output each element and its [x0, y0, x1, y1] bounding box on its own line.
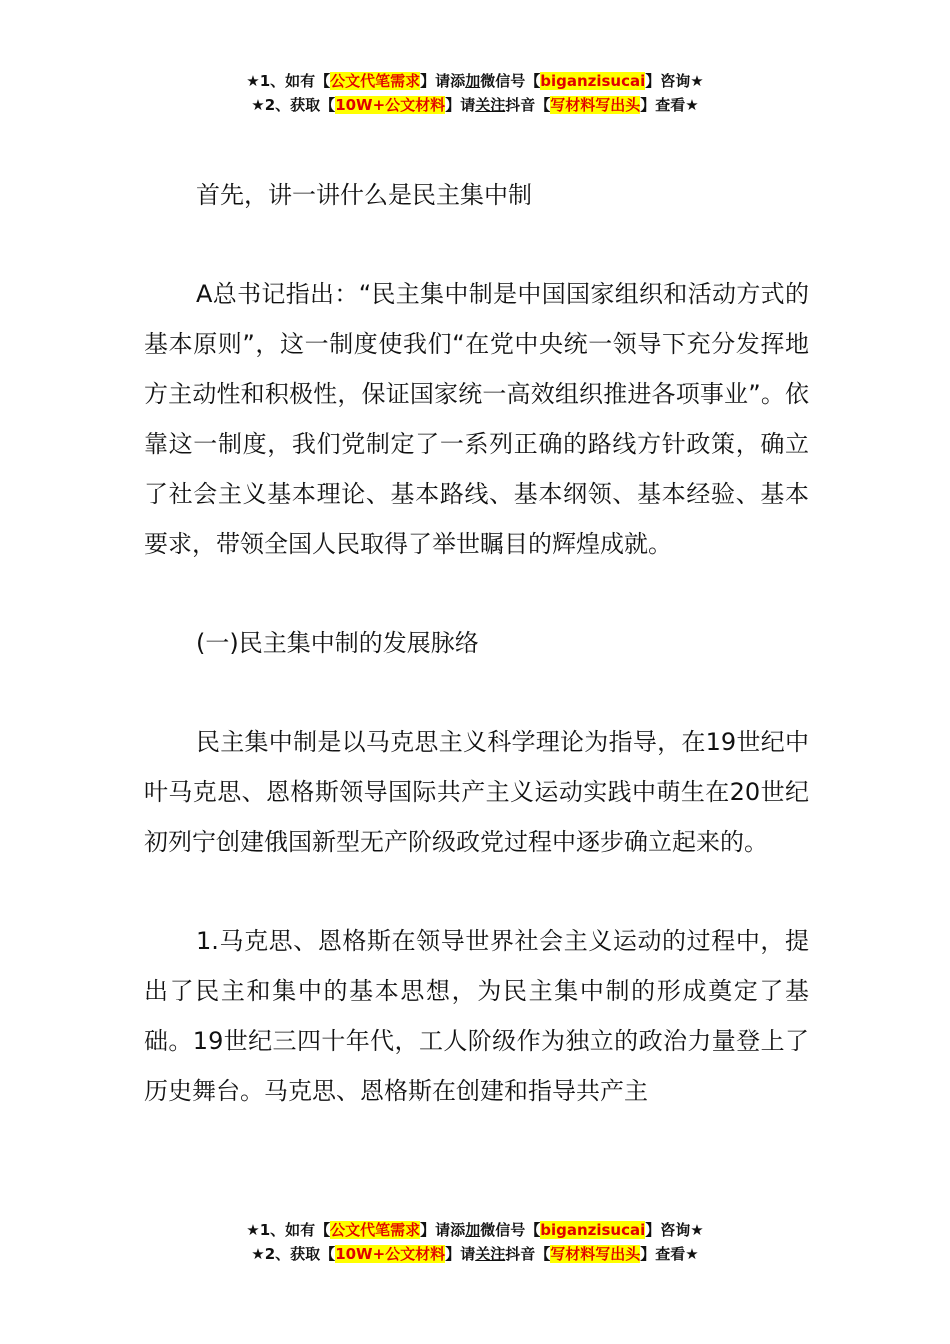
paragraph-2: 民主集中制是以马克思主义科学理论为指导，在19世纪中叶马克思、恩格斯领导国际共产主义运动实践中萌生在20世纪初列宁创建俄国新型无产阶级政党过程中逐步确立起来的。	[144, 728, 809, 856]
promo-text: 】请	[445, 96, 476, 114]
promo-highlight: biganzisucai	[540, 72, 646, 90]
promo-highlight: 10W+公文材料	[335, 96, 446, 114]
promo-text: 】请添	[420, 1221, 466, 1239]
promo-line-2	[0, 1242, 950, 1266]
promo-underline: 加	[465, 72, 481, 90]
promo-highlight: 公文代笔需求	[330, 72, 421, 90]
promo-underline: 关注	[475, 1245, 506, 1263]
promo-highlight: 写材料写出头	[550, 96, 641, 114]
paragraph-gap	[144, 220, 809, 269]
paragraph-1: A总书记指出：“民主集中制是中国国家组织和活动方式的基本原则”，这一制度使我们“在党中央统一领导下充分发挥地方主动性和积极性，保证国家统一高效组织推进各项事业”。依靠这一制度，我们党制定了一系列正确的路线方针政策，确立了社会主义基本理论、基本路线、基本纲领、基本经验、基本要求，带领全国人民取得了举世瞩目的辉煌成就。	[144, 280, 809, 558]
promo-text: ★1、如有【	[246, 72, 331, 90]
paragraph-gap	[144, 668, 809, 717]
paragraph-gap	[144, 569, 809, 618]
promo-highlight: 写材料写出头	[550, 1245, 641, 1263]
promo-text: 】请	[445, 1245, 476, 1263]
intro-heading: 首先，讲一讲什么是民主集中制	[196, 181, 532, 209]
promo-highlight: biganzisucai	[540, 1221, 646, 1239]
document-body	[144, 170, 809, 1116]
promo-text: 】咨询★	[645, 1221, 704, 1239]
promo-line-1	[0, 69, 950, 93]
promo-highlight: 10W+公文材料	[335, 1245, 446, 1263]
promo-text: 抖音【	[505, 1245, 551, 1263]
promo-text: 微信号【	[480, 1221, 541, 1239]
promo-text: ★2、获取【	[251, 1245, 336, 1263]
promo-text: 】查看★	[640, 1245, 699, 1263]
promo-line-1	[0, 1218, 950, 1242]
paragraph-3: 1.马克思、恩格斯在领导世界社会主义运动的过程中，提出了民主和集中的基本思想，为民主集中制的形成奠定了基础。19世纪三四十年代，工人阶级作为独立的政治力量登上了历史舞台。马克思、恩格斯在创建和指导共产主	[144, 927, 809, 1105]
promo-underline: 加	[465, 1221, 481, 1239]
promo-text: 】查看★	[640, 96, 699, 114]
section-heading: (一)民主集中制的发展脉络	[196, 629, 479, 657]
promo-text: 抖音【	[505, 96, 551, 114]
promo-text: ★2、获取【	[251, 96, 336, 114]
promo-banner-bottom	[0, 1218, 950, 1266]
paragraph-gap	[144, 867, 809, 916]
promo-highlight: 公文代笔需求	[330, 1221, 421, 1239]
promo-underline: 关注	[475, 96, 506, 114]
promo-text: 】咨询★	[645, 72, 704, 90]
promo-text: ★1、如有【	[246, 1221, 331, 1239]
promo-text: 】请添	[420, 72, 466, 90]
promo-banner-top	[0, 69, 950, 117]
promo-text: 微信号【	[480, 72, 541, 90]
promo-line-2	[0, 93, 950, 117]
